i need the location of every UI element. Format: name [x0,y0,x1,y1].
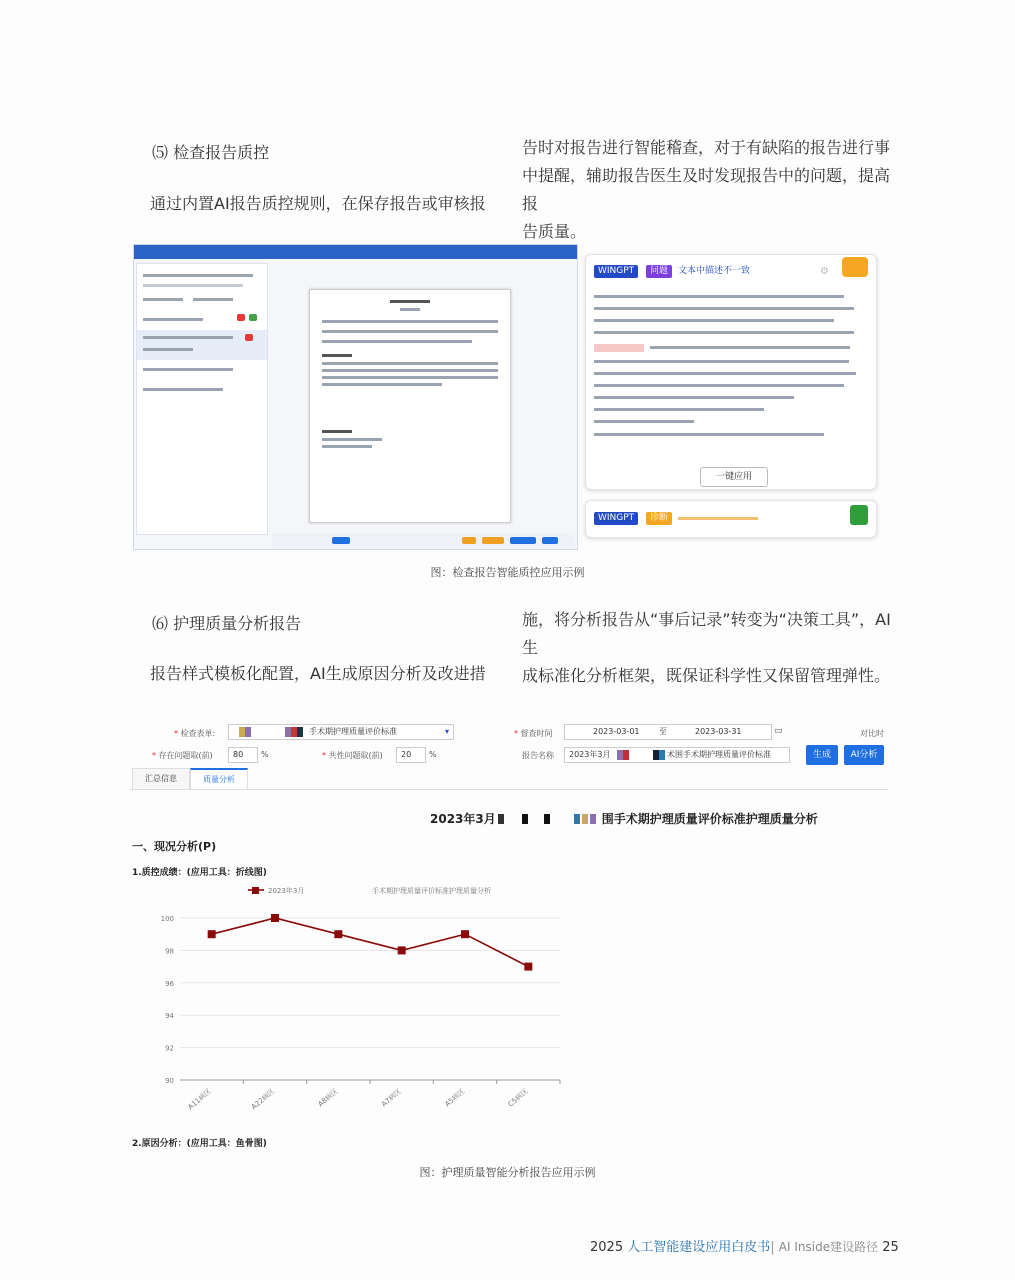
data-point [524,963,532,971]
issue-ratio-label: * 存在问题取(前) [152,751,213,760]
section6-left-text: 报告样式模板化配置，AI生成原因分析及改进措 [150,664,486,683]
x-tick-label: A8病区 [316,1087,340,1109]
section5-right-line: 告时对报告进行智能稽查，对于有缺陷的报告进行事 [522,138,891,157]
qc-suggestion-card [585,254,877,490]
section-heading: 一、现况分析(P) [132,840,217,853]
data-point [334,930,342,938]
y-tick-label: 94 [165,1012,174,1021]
report-name-value: 术围手术期护理质量评价标准 [667,750,771,759]
x-tick-label: C5病区 [506,1087,530,1109]
y-tick-label: 100 [160,915,174,923]
issue-ratio-input[interactable]: 80 [228,747,258,763]
form-label: * 检查表单: [174,729,216,738]
x-tick-label: A5病区 [443,1087,467,1109]
subsection-heading-2: 2.原因分析：(应用工具：鱼骨图) [132,1139,267,1149]
app-topbar [134,245,577,259]
common-ratio-input[interactable]: 20 [396,747,426,763]
qc-suggestion-card-2 [585,500,877,538]
compare-label: 对比时 [860,729,884,738]
footer-subtitle: AI Inside建设路径 [778,1240,879,1254]
percent-sign: % [429,750,437,759]
tab-quality-analysis[interactable]: 质量分析 [190,768,248,790]
date-end: 2023-03-31 [695,727,742,736]
apply-all-button[interactable]: 一键应用 [700,467,768,487]
form-select-value: 手术期护理质量评价标准 [309,727,397,736]
section5-right-line: 中提醒，辅助报告医生及时发现报告中的问题，提高报 [522,166,891,213]
data-point [461,930,469,938]
x-tick-label: A22病区 [249,1087,277,1112]
data-point [271,914,279,922]
chart-title: 手术期护理质量评价标准护理质量分析 [372,887,491,895]
qc-body-text [594,289,866,446]
date-range-input[interactable] [564,724,772,740]
x-tick-label: A7病区 [379,1087,403,1109]
editor-bottombar [272,533,575,547]
subsection-heading-1: 1.质控成绩：(应用工具：折线图) [132,868,267,878]
section5-heading: ⑸ 检查报告质控 [152,143,270,162]
report-name-prefix: 2023年3月 [569,750,611,759]
data-point [208,930,216,938]
issue-tag: 问题 [646,265,672,278]
report-title: 2023年3月 围手术期护理质量评价标准护理质量分析 [430,812,818,826]
figure-caption-2: 图：护理质量智能分析报告应用示例 [419,1166,596,1179]
footer-year: 2025 [590,1240,624,1255]
status-badge-icon [850,505,868,525]
y-tick-label: 92 [165,1044,174,1053]
section6-heading: ⑹ 护理质量分析报告 [152,614,302,633]
tab-summary[interactable]: 汇总信息 [132,768,190,789]
legend-marker [252,887,259,894]
section5-right-line: 告质量。 [522,222,587,241]
date-label: * 督查时间 [514,729,553,738]
y-tick-label: 98 [165,947,174,956]
report-document [309,289,511,523]
report-editor-app [133,244,578,550]
date-separator: 至 [659,727,667,736]
report-name-label: 报告名称 [522,751,554,760]
copy-icon[interactable]: ⚙ [820,266,829,277]
chevron-down-icon: ▾ [444,727,449,736]
tab-divider [130,789,888,790]
score-badge-icon [842,257,868,277]
series-line [212,918,529,967]
x-tick-label: A11病区 [186,1087,213,1112]
data-point [398,946,406,954]
nursing-report-screenshot [130,718,890,1148]
date-start: 2023-03-01 [593,727,640,736]
legend-label: 2023年3月 [268,887,305,895]
quality-line-chart [160,880,580,1130]
wingpt-tag: WINGPT [594,265,638,278]
form-select[interactable] [228,724,454,740]
patient-list-panel [136,263,268,535]
diagnosis-tag: 诊断 [646,512,672,525]
report-name-input[interactable] [564,747,790,763]
calendar-icon[interactable]: ▭ [774,726,783,736]
section6-right-line: 成标准化分析框架，既保证科学性又保留管理弹性。 [522,666,891,685]
footer-title: 人工智能建设应用白皮书 [627,1240,771,1255]
section5-left-text: 通过内置AI报告质控规则，在保存报告或审核报 [150,194,486,213]
page-number: 25 [882,1240,899,1255]
wingpt-tag: WINGPT [594,512,638,525]
footer-divider: | [770,1240,775,1255]
generate-button[interactable]: 生成 [806,745,838,765]
qc-header-text: 文本中描述不一致 [678,266,751,276]
section5-right-text [522,134,902,246]
common-ratio-label: * 共性问题取(前) [322,751,383,760]
ai-analysis-button[interactable]: AI分析 [844,745,884,765]
section6-right-line: 施，将分析报告从“事后记录”转变为“决策工具”，AI生 [522,610,891,657]
page-footer [590,1236,899,1255]
percent-sign: % [261,750,269,759]
y-tick-label: 96 [165,979,174,988]
y-tick-label: 90 [165,1077,174,1085]
qc-screenshot [133,244,878,550]
figure-caption-1: 图：检查报告智能质控应用示例 [430,566,585,579]
section6-right-text [522,606,902,690]
